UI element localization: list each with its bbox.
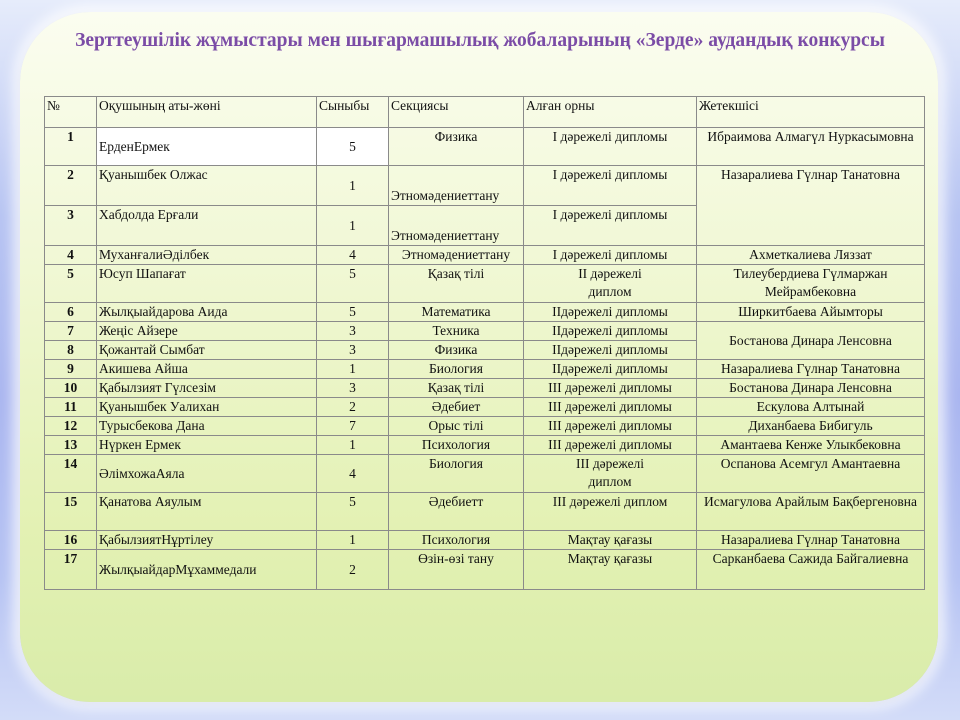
section: Этномәдениеттану	[389, 246, 524, 265]
row-number: 9	[45, 360, 97, 379]
student-name: Нүркен Ермек	[97, 436, 317, 455]
teacher: Ширкитбаева Айымторы	[697, 303, 925, 322]
teacher: Назаралиева Гүлнар Танатовна	[697, 360, 925, 379]
row-number: 7	[45, 322, 97, 341]
row-number: 11	[45, 398, 97, 417]
student-name: Қуанышбек Олжас	[97, 166, 317, 206]
teacher: Сарканбаева Сажида Байгалиевна	[697, 550, 925, 590]
row-number: 12	[45, 417, 97, 436]
place: I дәрежелі дипломы	[524, 206, 697, 246]
row-number: 15	[45, 493, 97, 531]
row-number: 10	[45, 379, 97, 398]
place: I дәрежелі дипломы	[524, 128, 697, 166]
student-grade: 7	[317, 417, 389, 436]
section: Әдебиет	[389, 398, 524, 417]
row-number: 16	[45, 531, 97, 550]
student-grade: 1	[317, 206, 389, 246]
place: Мақтау қағазы	[524, 531, 697, 550]
teacher: Назаралиева Гүлнар Танатовна	[697, 166, 925, 246]
student-grade: 1	[317, 166, 389, 206]
header-teacher: Жетекшісі	[697, 97, 925, 128]
section: Биология	[389, 455, 524, 493]
place: I дәрежелі дипломы	[524, 246, 697, 265]
place: III дәрежелі дипломы	[524, 436, 697, 455]
place: I дәрежелі дипломы	[524, 166, 697, 206]
section: Физика	[389, 341, 524, 360]
student-name: ҚабылзиятНұртілеу	[97, 531, 317, 550]
results-table	[44, 96, 925, 590]
student-name: Акишева Айша	[97, 360, 317, 379]
teacher: Ескулова Алтынай	[697, 398, 925, 417]
row-number: 4	[45, 246, 97, 265]
table-row	[45, 436, 925, 455]
student-name: Юсуп Шапағат	[97, 265, 317, 303]
row-number: 1	[45, 128, 97, 166]
section: Орыс тілі	[389, 417, 524, 436]
section: Әдебиетт	[389, 493, 524, 531]
student-grade: 2	[317, 398, 389, 417]
place: IIдәрежелі дипломы	[524, 303, 697, 322]
teacher: Бостанова Динара Ленсовна	[697, 322, 925, 360]
student-grade: 5	[317, 128, 389, 166]
teacher: Ибраимова Алмагүл Нуркасымовна	[697, 128, 925, 166]
place: II дәрежелі диплом	[524, 265, 697, 303]
student-grade: 3	[317, 341, 389, 360]
table-row	[45, 128, 925, 166]
row-number: 6	[45, 303, 97, 322]
place: IIдәрежелі дипломы	[524, 322, 697, 341]
header-grade: Сыныбы	[317, 97, 389, 128]
header-section: Секциясы	[389, 97, 524, 128]
student-grade: 3	[317, 379, 389, 398]
student-name: МуханғалиӘділбек	[97, 246, 317, 265]
place: Мақтау қағазы	[524, 550, 697, 590]
student-grade: 4	[317, 455, 389, 493]
header-number: №	[45, 97, 97, 128]
teacher: Исмагулова Арайлым Бақбергеновна	[697, 493, 925, 531]
header-place: Алған орны	[524, 97, 697, 128]
student-name: ЖылқыайдарМұхаммедали	[97, 550, 317, 590]
table-row	[45, 531, 925, 550]
page-title: Зерттеушілік жұмыстары мен шығармашылық жобаларының «Зерде» аудандық конкурсы	[75, 30, 885, 51]
section: Психология	[389, 436, 524, 455]
student-name: Қуанышбек Уалихан	[97, 398, 317, 417]
section: Техника	[389, 322, 524, 341]
row-number: 3	[45, 206, 97, 246]
student-name: ЕрденЕрмек	[97, 128, 317, 166]
table-row	[45, 303, 925, 322]
teacher: Диханбаева Бибигуль	[697, 417, 925, 436]
teacher: Ахметкалиева Ляззат	[697, 246, 925, 265]
teacher: Амантаева Кенже Улыкбековна	[697, 436, 925, 455]
teacher: Бостанова Динара Ленсовна	[697, 379, 925, 398]
section: Қазақ тілі	[389, 379, 524, 398]
student-grade: 5	[317, 493, 389, 531]
place: IIдәрежелі дипломы	[524, 360, 697, 379]
student-name: Жылқыайдарова Аида	[97, 303, 317, 322]
table-row	[45, 360, 925, 379]
row-number: 17	[45, 550, 97, 590]
table-header-row	[45, 97, 925, 128]
place: III дәрежелі диплом	[524, 493, 697, 531]
section: Өзін-өзі тану	[389, 550, 524, 590]
student-grade: 1	[317, 436, 389, 455]
section: Этномәдениеттану	[389, 206, 524, 246]
row-number: 13	[45, 436, 97, 455]
student-grade: 3	[317, 322, 389, 341]
student-name: Қожантай Сымбат	[97, 341, 317, 360]
section: Математика	[389, 303, 524, 322]
table-row	[45, 417, 925, 436]
section: Физика	[389, 128, 524, 166]
student-name: ӘлімхожаАяла	[97, 455, 317, 493]
row-number: 5	[45, 265, 97, 303]
student-grade: 5	[317, 303, 389, 322]
table-row	[45, 398, 925, 417]
section: Биология	[389, 360, 524, 379]
place: III дәрежелі дипломы	[524, 417, 697, 436]
table-row	[45, 379, 925, 398]
student-name: Турысбекова Дана	[97, 417, 317, 436]
place: IIдәрежелі дипломы	[524, 341, 697, 360]
row-number: 8	[45, 341, 97, 360]
student-grade: 1	[317, 531, 389, 550]
table-row	[45, 265, 925, 303]
section: Психология	[389, 531, 524, 550]
table-row	[45, 166, 925, 206]
place: III дәрежелі дипломы	[524, 379, 697, 398]
table-row	[45, 493, 925, 531]
section: Этномәдениеттану	[389, 166, 524, 206]
student-grade: 2	[317, 550, 389, 590]
student-name: Қабылзият Гүлсезім	[97, 379, 317, 398]
student-grade: 5	[317, 265, 389, 303]
teacher: Тилеубердиева Гүлмаржан Мейрамбековна	[697, 265, 925, 303]
section: Қазақ тілі	[389, 265, 524, 303]
table-row	[45, 322, 925, 341]
table-row	[45, 455, 925, 493]
teacher: Назаралиева Гүлнар Танатовна	[697, 531, 925, 550]
row-number: 2	[45, 166, 97, 206]
place: III дәрежелі дипломы	[524, 398, 697, 417]
teacher: Оспанова Асемгул Амантаевна	[697, 455, 925, 493]
place: III дәрежелі диплом	[524, 455, 697, 493]
student-name: Жеңіс Айзере	[97, 322, 317, 341]
student-name: Қанатова Аяулым	[97, 493, 317, 531]
student-grade: 1	[317, 360, 389, 379]
header-name: Оқушының аты-жөні	[97, 97, 317, 128]
student-grade: 4	[317, 246, 389, 265]
table-row	[45, 550, 925, 590]
table-row	[45, 246, 925, 265]
row-number: 14	[45, 455, 97, 493]
student-name: Хабдолда Ерғали	[97, 206, 317, 246]
